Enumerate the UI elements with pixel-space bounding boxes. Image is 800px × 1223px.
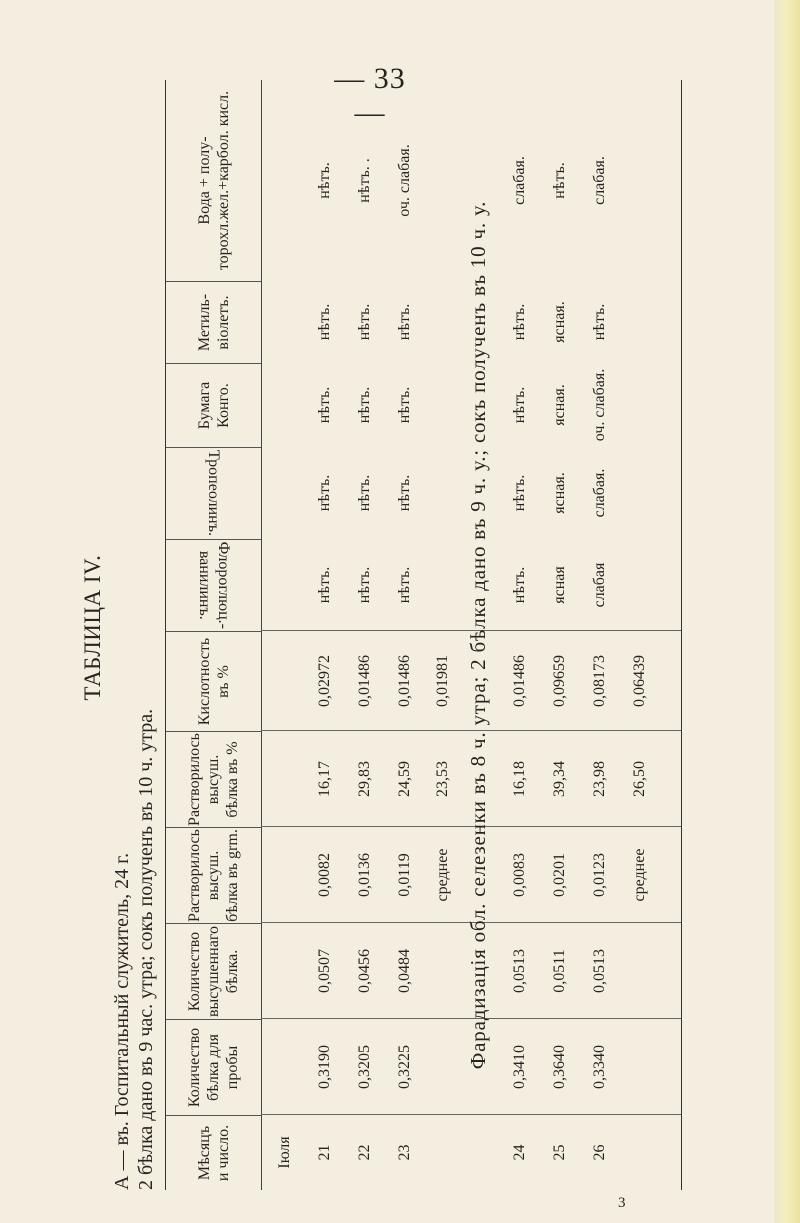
data-table xyxy=(165,80,682,1190)
water-cell: слабая. xyxy=(511,156,528,205)
congo-cell: оч. слабая. xyxy=(591,368,608,442)
congo-cell: нѣтъ. xyxy=(396,386,413,424)
dried-cell: 0,0484 xyxy=(396,949,413,993)
header-tropaeolin xyxy=(166,447,261,539)
sample-cell: 0,3340 xyxy=(591,1045,608,1089)
tropaeolin-cell: нѣтъ. xyxy=(356,474,373,512)
average-label: среднее xyxy=(434,848,451,902)
tropaeolin-cell: нѣтъ. xyxy=(316,474,333,512)
phloroglucin-cell: нѣтъ. xyxy=(396,566,413,604)
dissolved-pct-cell: 23,98 xyxy=(591,761,608,797)
rotated-table-sheet xyxy=(80,65,680,1190)
tropaeolin-cell: слабая. xyxy=(591,468,608,518)
date-cell: 21 xyxy=(316,1144,333,1161)
dried-cell: 0,0513 xyxy=(591,949,608,993)
dried-cell: 0,0513 xyxy=(511,949,528,993)
acidity-cell: 0,09659 xyxy=(551,655,568,707)
dissolved-gm-cell: 0,0201 xyxy=(551,853,568,897)
congo-cell: нѣтъ. xyxy=(356,386,373,424)
congo-cell: ясная. xyxy=(551,384,568,426)
dissolved-gm-cell: 0,0136 xyxy=(356,853,373,897)
methyl-violet-cell: нѣтъ. xyxy=(511,303,528,341)
header-dissolved-pct: Растворилось высуш. бѣлка въ % xyxy=(166,731,261,827)
date-cell: 23 xyxy=(396,1144,413,1161)
dissolved-pct-cell: 24,59 xyxy=(396,761,413,797)
acidity-cell: 0,08173 xyxy=(591,655,608,707)
header-date: Мѣсяцъ и число. xyxy=(166,1115,261,1190)
methyl-violet-cell: нѣтъ. xyxy=(591,303,608,341)
congo-cell: нѣтъ. xyxy=(316,386,333,424)
methyl-violet-cell: нѣтъ. xyxy=(316,303,333,341)
sample-cell: 0,3190 xyxy=(316,1045,333,1089)
dissolved-gm-cell: 0,0119 xyxy=(396,853,413,897)
subtitle-line-2: 2 бѣлка дано въ 9 час. утра; сокъ полученъ въ 10 ч. утра. xyxy=(135,708,157,1190)
phloroglucin-cell: слабая xyxy=(591,562,608,608)
water-cell: нѣтъ. . xyxy=(356,158,373,203)
methyl-violet-cell: ясная. xyxy=(551,301,568,343)
phloroglucin-cell: нѣтъ. xyxy=(356,566,373,604)
dissolved-pct-cell: 39,34 xyxy=(551,761,568,797)
faradization-note: Фарадизація обл. селезенки въ 8 ч. утра; 2 бѣлка дано въ 9 ч. у.; сокъ полученъ въ 10 ч. у. xyxy=(466,200,490,1070)
month-label: Іюля xyxy=(276,1136,293,1169)
congo-cell: нѣтъ. xyxy=(511,386,528,424)
header-rule xyxy=(261,80,262,1190)
header-tropaeolin-text: Тропеолинъ. xyxy=(205,450,222,537)
dissolved-pct-cell: 29,83 xyxy=(356,761,373,797)
header-acidity: Кислотность въ % xyxy=(166,631,261,731)
date-cell: 22 xyxy=(356,1144,373,1161)
methyl-violet-cell: нѣтъ. xyxy=(396,303,413,341)
header-phloroglucin xyxy=(166,539,261,631)
table-subtitle xyxy=(110,65,162,1190)
dried-cell: 0,0511 xyxy=(551,949,568,993)
tropaeolin-cell: нѣтъ. xyxy=(511,474,528,512)
sample-cell: 0,3640 xyxy=(551,1045,568,1089)
water-cell: нѣтъ. xyxy=(551,162,568,199)
acidity-cell: 0,02972 xyxy=(316,655,333,707)
dissolved-gm-cell: 0,0123 xyxy=(591,853,608,897)
average-acidity: 0,06439 xyxy=(631,655,648,707)
average-acidity: 0,01981 xyxy=(434,655,451,707)
average-label: среднее xyxy=(631,848,648,902)
table-title: ТАБЛИЦА IV. xyxy=(80,554,105,701)
phloroglucin-cell: нѣтъ. xyxy=(511,566,528,604)
header-congo: Бумага Конго. xyxy=(166,363,261,447)
header-water: Вода + полу-торохл.жел.+карбол. кисл. xyxy=(195,90,232,271)
date-cell: 26 xyxy=(591,1144,608,1161)
water-cell: оч. слабая. xyxy=(396,144,413,217)
bottom-mark: 3 xyxy=(618,1195,626,1211)
acidity-cell: 0,01486 xyxy=(396,655,413,707)
date-cell: 25 xyxy=(551,1144,568,1161)
header-dried: Количество высушеннаго бѣлка. xyxy=(166,923,261,1019)
dried-cell: 0,0507 xyxy=(316,949,333,993)
dried-cell: 0,0456 xyxy=(356,949,373,993)
sample-cell: 0,3205 xyxy=(356,1045,373,1089)
acidity-cell: 0,01486 xyxy=(511,655,528,707)
date-cell: 24 xyxy=(511,1144,528,1161)
header-phloroglucin-text: Флороглюц.-ванилинъ. xyxy=(195,541,232,630)
header-methyl-violet: Метиль-віолетъ. xyxy=(166,281,261,363)
sample-cell: 0,3410 xyxy=(511,1045,528,1089)
page-edge xyxy=(774,0,800,1223)
phloroglucin-cell: ясная xyxy=(551,566,568,604)
water-cell: нѣтъ. xyxy=(316,162,333,199)
dissolved-gm-cell: 0,0083 xyxy=(511,853,528,897)
acidity-cell: 0,01486 xyxy=(356,655,373,707)
subtitle-line-1: А — въ. Госпитальный служитель, 24 г. xyxy=(111,852,133,1190)
dissolved-pct-cell: 16,18 xyxy=(511,761,528,797)
header-dissolved-gm: Растворилось высуш. бѣлка въ grm. xyxy=(166,827,261,923)
average-pct: 23,53 xyxy=(434,761,451,797)
sample-cell: 0,3225 xyxy=(396,1045,413,1089)
dissolved-gm-cell: 0,0082 xyxy=(316,853,333,897)
tropaeolin-cell: нѣтъ. xyxy=(396,474,413,512)
methyl-violet-cell: нѣтъ. xyxy=(356,303,373,341)
tropaeolin-cell: ясная. xyxy=(551,472,568,514)
water-cell: слабая. xyxy=(591,156,608,205)
page-number: — 33 — xyxy=(334,62,406,129)
phloroglucin-cell: нѣтъ. xyxy=(316,566,333,604)
dissolved-pct-cell: 16,17 xyxy=(316,761,333,797)
header-sample: Количество бѣлка для пробы xyxy=(166,1019,261,1115)
average-pct: 26,50 xyxy=(631,761,648,797)
